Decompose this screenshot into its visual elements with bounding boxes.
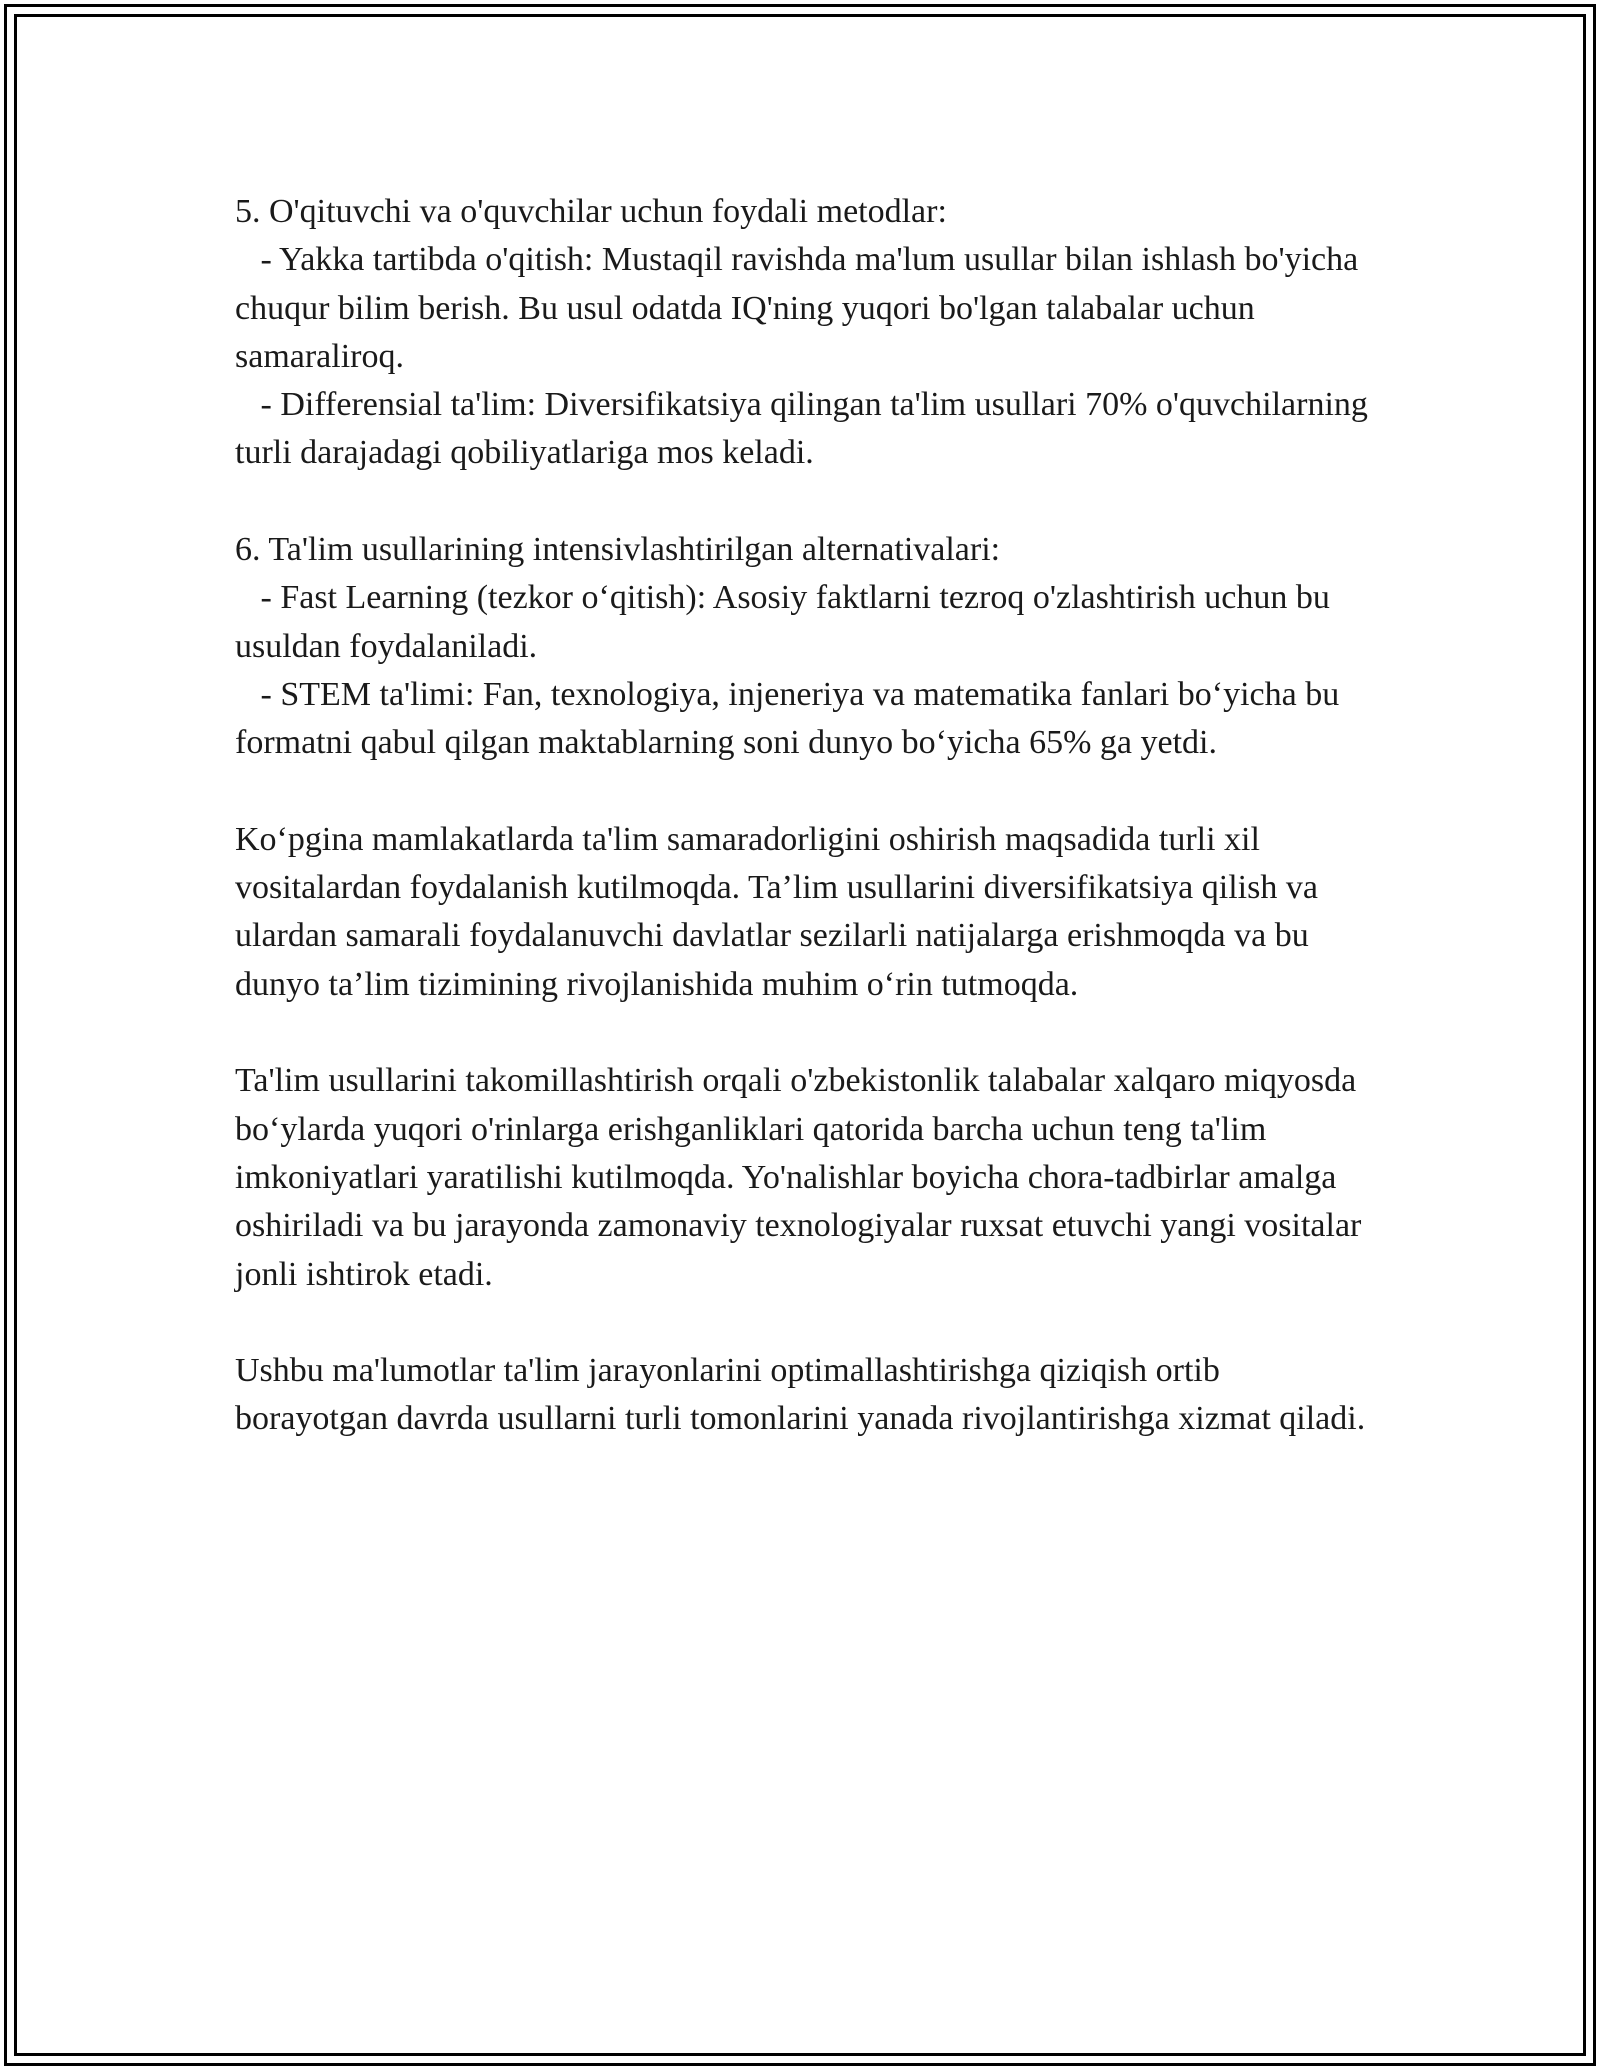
section-6-heading: 6. Ta'lim usullarining intensivlashtirilgan alternativalari:	[235, 531, 1001, 569]
section-6-item-fast-learning: - Fast Learning (tezkor oʻqitish): Asosiy faktlarni tezroq o'zlashtirish uchun bu usuldan foydalaniladi.	[235, 579, 1339, 665]
section-6-item-stem: - STEM ta'limi: Fan, texnologiya, injeneriya va matematika fanlari boʻyicha bu formatni qabul qilgan maktablarning soni dunyo boʻyicha 65% ga yetdi.	[235, 675, 1348, 762]
section-5-heading: 5. O'qituvchi va o'quvchilar uchun foydali metodlar:	[235, 193, 947, 230]
paragraph-improvement: Ta'lim usullarini takomillashtirish orqali o'zbekistonlik talabalar xalqaro miqyosda boʻylarda yuqori o'rinlarga erishganliklari qatorida barcha uchun teng ta'lim imkoniyatlari yaratilishi kutilmoqda. Yo'nalishlar boyicha chora-tadbirlar amalga oshiriladi va bu jarayonda zamonaviy texnologiyalar ruxsat etuvchi yangi vositalar jonli ishtirok etadi.	[235, 1062, 1370, 1293]
paragraph-effectiveness: Koʻpgina mamlakatlarda ta'lim samaradorligini oshirish maqsadida turli xil vositalardan foydalanish kutilmoqda. Ta’lim usullarini diversifikatsiya qilish va ulardan samarali foydalanuvchi davlatlar sezilarli natijalarga erishmoqda va bu dunyo ta’lim tizimining rivojlanishida muhim oʻrin tutmoqda.	[235, 820, 1327, 1003]
section-5-item-individual: - Yakka tartibda o'qitish: Mustaqil ravishda ma'lum usullar bilan ishlash bo'yicha chuqur bilim berish. Bu usul odatda IQ'ning yuqori bo'lgan talabalar uchun samaraliroq.	[235, 241, 1367, 375]
section-5-item-differential: - Differensial ta'lim: Diversifikatsiya qilingan ta'lim usullari 70% o'quvchilarning turli darajadagi qobiliyatlariga mos keladi.	[235, 386, 1377, 472]
paragraph-gap	[235, 1009, 1375, 1057]
paragraph-gap	[235, 768, 1375, 816]
paragraph-gap	[235, 478, 1375, 526]
document-body	[235, 188, 1375, 1444]
paragraph-gap	[235, 1299, 1375, 1347]
paragraph-conclusion: Ushbu ma'lumotlar ta'lim jarayonlarini optimallashtirishga qiziqish ortib borayotgan davrda usullarni turli tomonlarini yanada rivojlantirishga xizmat qiladi.	[235, 1352, 1366, 1438]
